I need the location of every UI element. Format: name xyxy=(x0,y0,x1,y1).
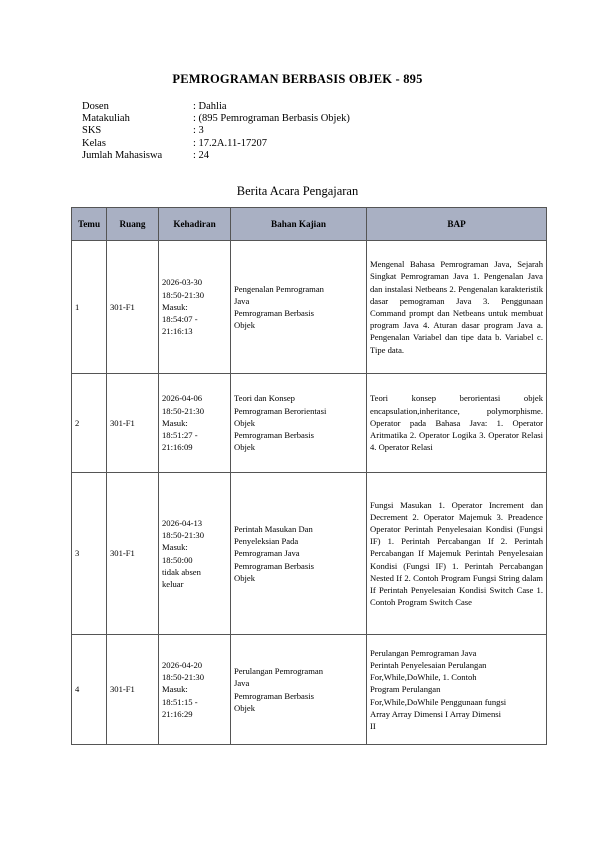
info-value: : Dahlia xyxy=(193,101,227,112)
cell-ruang: 301-F1 xyxy=(107,241,159,374)
attendance-date: 2026-04-06 xyxy=(162,393,203,404)
attendance-out: 21:16:13 xyxy=(162,326,193,337)
bap-line: II xyxy=(370,721,376,731)
column-header-temu: Temu xyxy=(72,208,107,241)
attendance-label: Masuk: xyxy=(162,417,188,428)
attendance-date: 2026-04-20 xyxy=(162,659,203,670)
info-value: : 17.2A.11-17207 xyxy=(193,137,267,149)
column-header-ruang: Ruang xyxy=(107,208,159,241)
attendance-time: 18:50-21:30 xyxy=(162,672,205,683)
attendance-time: 18:50-21:30 xyxy=(162,289,205,300)
topic-line: Penyeleksian Pada xyxy=(234,536,299,547)
topic-line: Pemrograman Berbasis xyxy=(234,430,314,441)
attendance-note: tidak absen xyxy=(162,566,201,577)
topic-line: Perulangan Pemrograman xyxy=(234,666,324,677)
topic-line: Objek xyxy=(234,702,256,713)
column-header-bap: BAP xyxy=(367,208,547,241)
attendance-date: 2026-03-30 xyxy=(162,277,203,288)
table-row xyxy=(72,374,547,473)
info-row-matakuliah xyxy=(82,113,350,125)
attendance-in: 18:54:07 - xyxy=(162,314,198,325)
attendance-note: keluar xyxy=(162,578,184,589)
bap-line: Perintah Penyelesaian Perulangan xyxy=(370,659,487,670)
teaching-record-table xyxy=(71,207,547,745)
attendance-date: 2026-04-13 xyxy=(162,517,203,528)
cell-bahan-kajian xyxy=(231,374,367,473)
bap-line: Array Array Dimensi I Array Dimensi xyxy=(370,708,502,719)
info-row-kelas xyxy=(82,138,350,150)
attendance-label: Masuk: xyxy=(162,301,188,312)
cell-bap xyxy=(367,635,547,745)
document-title: PEMROGRAMAN BERBASIS OBJEK - 895 xyxy=(172,72,423,86)
cell-temu: 2 xyxy=(72,374,107,473)
cell-bap: Teori konsep berorientasi objek encapsulation,inheritance, polymorphisme. Operator pada Bahasa Java: 1. Operator Aritmatika 2. Operator Logika 3. Operator Relasi 4. Operator Relasi xyxy=(367,374,547,473)
table-row xyxy=(72,635,547,745)
topic-line: Objek xyxy=(234,572,256,583)
attendance-time: 18:50-21:30 xyxy=(162,530,205,541)
cell-kehadiran xyxy=(159,374,231,473)
info-label: SKS xyxy=(82,125,102,137)
bap-line: For,While,DoWhile Penggunaan fungsi xyxy=(370,696,507,707)
attendance-in: 18:51:15 - xyxy=(162,696,198,707)
section-title: Berita Acara Pengajaran xyxy=(236,184,359,198)
cell-temu: 1 xyxy=(72,241,107,374)
topic-line: Pengenalan Pemrograman xyxy=(234,283,324,294)
cell-ruang: 301-F1 xyxy=(107,374,159,473)
cell-bahan-kajian xyxy=(231,473,367,635)
topic-line: Perintah Masukan Dan xyxy=(234,523,313,534)
cell-bap: Mengenal Bahasa Pemrograman Java, Sejarah Singkat Pemrograman Java 1. Pengenalan Java dan instalasi Netbeans 2. Pengenalan karakteristik dasar pemograman Java 3. Penggunaan Command prompt dan Netbeans untuk membuat program Java 4. Aturan dasar program Java a. Pengenalan Variabel dan tipe data b. Variabel c. Tipe data. xyxy=(367,241,547,374)
bap-line: Program Perulangan xyxy=(370,684,441,695)
topic-line: Pemrograman Java xyxy=(234,548,300,559)
topic-line: Pemrograman Berbasis xyxy=(234,308,314,318)
info-label: Dosen xyxy=(82,101,109,112)
topic-line: Objek xyxy=(234,442,256,453)
info-row-sks xyxy=(82,125,350,137)
attendance-in: 18:50:00 xyxy=(162,554,193,565)
info-label: Kelas xyxy=(82,137,106,149)
info-value: : 3 xyxy=(193,125,204,137)
bap-line: For,While,DoWhile, 1. Contoh xyxy=(370,672,477,683)
info-label: Matakuliah xyxy=(82,113,130,125)
topic-line: Objek xyxy=(234,417,256,428)
attendance-out: 21:16:09 xyxy=(162,442,193,453)
attendance-out: 21:16:29 xyxy=(162,708,193,719)
info-value: : 24 xyxy=(193,149,210,161)
cell-bahan-kajian xyxy=(231,635,367,745)
table-row xyxy=(72,473,547,635)
cell-kehadiran xyxy=(159,241,231,374)
attendance-label: Masuk: xyxy=(162,684,188,695)
info-value: : (895 Pemrograman Berbasis Objek) xyxy=(193,113,350,125)
course-info xyxy=(82,101,350,162)
info-label: Jumlah Mahasiswa xyxy=(82,149,163,161)
column-header-bahan-kajian: Bahan Kajian xyxy=(231,208,367,241)
attendance-time: 18:50-21:30 xyxy=(162,405,205,416)
cell-kehadiran xyxy=(159,635,231,745)
attendance-in: 18:51:27 - xyxy=(162,430,198,441)
cell-bahan-kajian xyxy=(231,241,367,374)
table-row xyxy=(72,241,547,374)
topic-line: Objek xyxy=(234,320,256,331)
table-header-row xyxy=(72,208,547,241)
cell-ruang: 301-F1 xyxy=(107,473,159,635)
cell-kehadiran xyxy=(159,473,231,635)
topic-line: Teori dan Konsep xyxy=(234,393,295,404)
column-header-kehadiran: Kehadiran xyxy=(159,208,231,241)
attendance-label: Masuk: xyxy=(162,542,188,553)
topic-line: Pemrograman Berbasis xyxy=(234,560,314,571)
topic-line: Pemrograman Berorientasi xyxy=(234,405,327,416)
info-row-jumlah-mahasiswa xyxy=(82,150,350,162)
cell-ruang: 301-F1 xyxy=(107,635,159,745)
bap-line: Perulangan Pemrograman Java xyxy=(370,647,477,658)
cell-temu: 3 xyxy=(72,473,107,635)
info-row-dosen xyxy=(82,101,350,113)
topic-line: Pemrograman Berbasis xyxy=(234,690,314,701)
cell-bap: Fungsi Masukan 1. Operator Increment dan Decrement 2. Operator Majemuk 3. Preadence Operator Perintah Penyelesaian Kondisi (Fungsi IF) 1. Perintah Percabangan If 2. Perintah Percabangan If Majemuk Perintah Penyelesaian Kondisi (Fungsi IF) 1. Perintah Percabangan Nested If 2. Contoh Program Fungsi String dalam If Perintah Penyelesaian Kondisi Switch Case 1. Contoh Program Switch Case xyxy=(367,473,547,635)
topic-line: Java xyxy=(234,295,250,306)
topic-line: Java xyxy=(234,678,250,689)
cell-temu: 4 xyxy=(72,635,107,745)
